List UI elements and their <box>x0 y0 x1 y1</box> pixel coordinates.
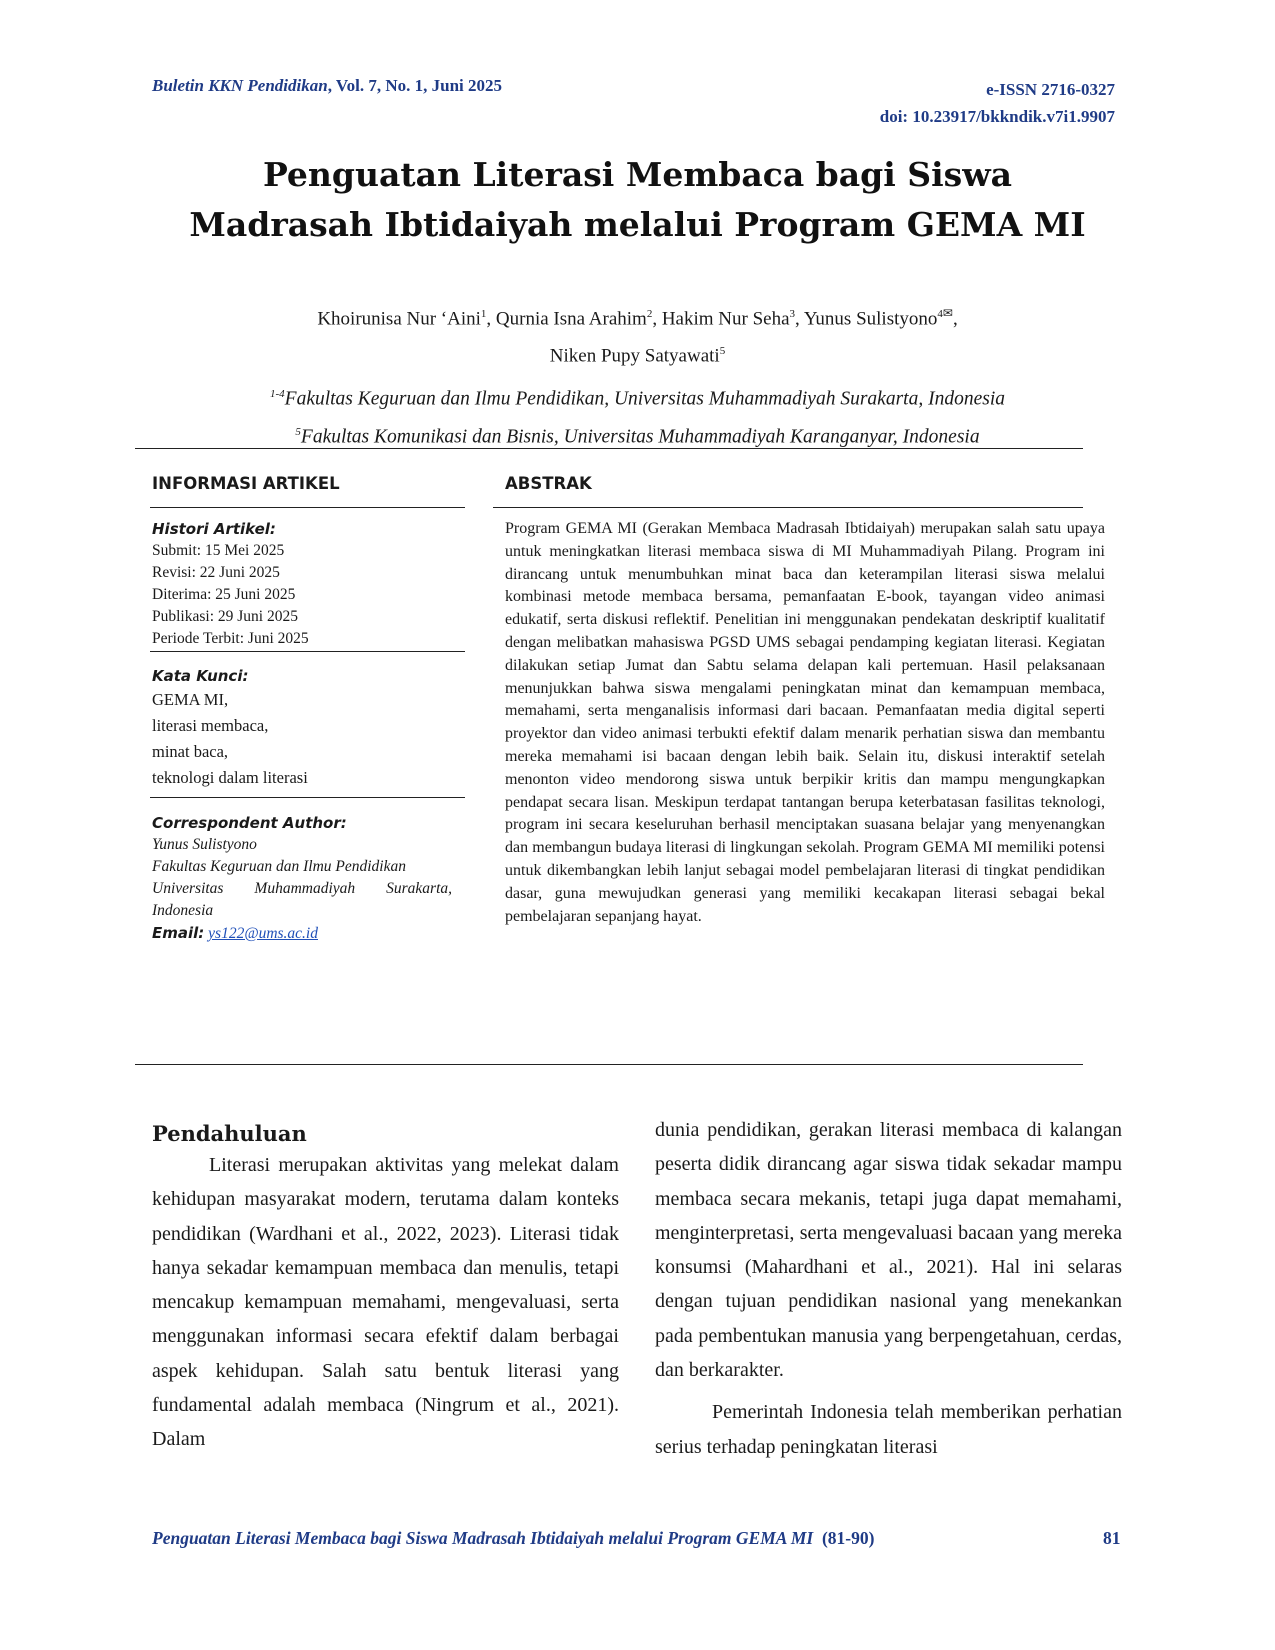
journal-citation <box>152 76 502 96</box>
title-line-2: Madrasah Ibtidaiyah melalui Program GEMA MI <box>189 205 1086 244</box>
info-divider <box>150 651 465 652</box>
footer-title: Penguatan Literasi Membaca bagi Siswa Madrasah Ibtidaiyah melalui Program GEMA MI <box>152 1528 814 1548</box>
email-label: Email: <box>152 924 205 942</box>
paragraph: dunia pendidikan, gerakan literasi membaca di kalangan peserta didik dirancang agar siswa tidak sekadar mampu membaca secara mekanis, tetapi juga dapat memahami, menginterpretasi, serta mengevaluasi bacaan yang mereka konsumsi (Mahardhani et al., 2021). Hal ini selaras dengan tujuan pendidikan nasional yang menekankan pada pembentukan manusia yang berpengetahuan, cerdas, dan berkarakter. <box>655 1119 1122 1382</box>
author-affil-mark: 1 <box>480 308 487 320</box>
history-item: Submit: 15 Mei 2025 <box>152 542 285 559</box>
affiliation-1: Fakultas Keguruan dan Ilmu Pendidikan, Universitas Muhammadiyah Surakarta, Indonesia <box>284 388 1005 410</box>
info-divider <box>150 507 465 508</box>
doi: doi: 10.23917/bkkndik.v7i1.9907 <box>879 107 1115 126</box>
affiliation-2: Fakultas Komunikasi dan Bisnis, Universitas Muhammadiyah Karanganyar, Indonesia <box>300 426 980 447</box>
info-divider <box>150 797 465 798</box>
abstract-divider <box>493 507 1083 508</box>
author-name: Qurnia Isna Arahim <box>495 308 647 330</box>
journal-volume: , Vol. 7, No. 1, Juni 2025 <box>327 76 502 95</box>
article-info-heading: INFORMASI ARTIKEL <box>152 474 340 493</box>
correspondent-affiliation: Fakultas Keguruan dan Ilmu Pendidikan <box>152 858 406 875</box>
paragraph: Pemerintah Indonesia telah memberikan perhatian serius terhadap peningkatan literasi <box>655 1401 1122 1458</box>
email-link[interactable]: ys122@ums.ac.id <box>208 925 318 942</box>
keyword: teknologi dalam literasi <box>152 768 308 787</box>
history-item: Diterima: 25 Juni 2025 <box>152 586 296 603</box>
running-footer <box>152 1528 874 1549</box>
eissn: e-ISSN 2716-0327 <box>986 80 1115 99</box>
keyword: literasi membaca, <box>152 716 269 735</box>
correspondent-affiliation: Indonesia <box>152 902 214 919</box>
correspondent-author <box>152 812 452 945</box>
author-list: Khoirunisa Nur ‘Aini$^1$, Qurnia Isna Arahim$^2$, Hakim Nur Seha$^3$, Yunus Sulistyono$^{4✉}$, Niken Pupy Satyawati$^5$ <box>317 306 958 367</box>
affiliations <box>130 378 1145 453</box>
correspondent-affiliation: Universitas Muhammadiyah Surakarta, <box>152 880 452 897</box>
section-heading: Pendahuluan <box>152 1121 307 1146</box>
author-affil-mark: 3 <box>789 308 796 320</box>
author-affil-mark: 2 <box>646 308 653 320</box>
keywords-label: Kata Kunci: <box>152 667 249 685</box>
keyword: GEMA MI, <box>152 690 229 709</box>
history-item: Revisi: 22 Juni 2025 <box>152 564 280 581</box>
footer-pages: (81-90) <box>821 1528 875 1548</box>
journal-name: Buletin KKN Pendidikan <box>152 76 328 95</box>
abstract-text: Program GEMA MI (Gerakan Membaca Madrasah Ibtidaiyah) merupakan salah satu upaya untuk meningkatkan literasi membaca siswa di MI Muhammadiyah Pilang. Program ini dirancang untuk menumbuhkan minat baca dan keterampilan literasi siswa melalui kombinasi metode membaca bersama, pemanfaatan E-book, tayangan video animasi edukatif, serta diskusi reflektif. Penelitian ini menggunakan pendekatan deskriptif kualitatif dengan melibatkan mahasiswa PGSD UMS sebagai pendamping kegiatan literasi. Kegiatan dilakukan setiap Jumat dan Sabtu selama delapan kali pertemuan. Hasil pelaksanaan menunjukkan bahwa siswa mengalami peningkatan minat dan kemampuan membaca, memahami, serta menganalisis informasi dari bacaan. Pemanfaatan media digital seperti proyektor dan video animasi terbukti efektif dalam menarik perhatian siswa dan membantu mereka memahami isi bacaan dengan lebih baik. Selain itu, diskusi interaktif setelah menonton video mendorong siswa untuk berpikir kritis dan mampu mengungkapkan pendapat secara lisan. Meskipun terdapat tantangan berupa keterbatasan fasilitas teknologi, program ini secara keseluruhan berhasil menciptakan suasana belajar yang menyenangkan dan membangun budaya literasi di lingkungan sekolah. Program GEMA MI memiliki potensi untuk dikembangkan lebih lanjut sebagai model pembelajaran literasi di tingkat pendidikan dasar, guna mewujudkan generasi yang memiliki kecakapan literasi sebagai bekal pembelajaran sepanjang hayat. <box>505 520 1105 925</box>
author-affil-mark: 4 <box>937 308 943 320</box>
body-column-right <box>655 1113 1122 1464</box>
author-name: Yunus Sulistyono <box>803 308 938 330</box>
history-item: Publikasi: 29 Juni 2025 <box>152 608 298 625</box>
history-item: Periode Terbit: Juni 2025 <box>152 630 309 647</box>
author-name: Khoirunisa Nur ‘Aini <box>317 308 481 330</box>
article-history <box>152 518 462 650</box>
affiliation-mark: 5 <box>295 425 301 438</box>
envelope-icon: ✉ <box>942 306 953 320</box>
body-column-left <box>152 1148 619 1457</box>
history-label: Histori Artikel: <box>152 520 276 538</box>
paper-title <box>130 150 1145 250</box>
divider-bottom <box>135 1064 1083 1065</box>
correspondent-name: Yunus Sulistyono <box>152 836 257 853</box>
author-name: Hakim Nur Seha <box>661 308 790 330</box>
keyword: minat baca, <box>152 742 229 761</box>
journal-identifiers <box>880 76 1115 130</box>
author-affil-mark: 5 <box>719 345 726 358</box>
divider-top <box>135 448 1083 449</box>
affiliation-mark: 1-4 <box>269 388 285 400</box>
author-name: Niken Pupy Satyawati <box>549 345 720 367</box>
keywords <box>152 665 462 791</box>
paragraph: Literasi merupakan aktivitas yang melekat dalam kehidupan masyarakat modern, terutama dalam konteks pendidikan (Wardhani et al., 2022, 2023). Literasi tidak hanya sekadar kemampuan membaca dan menulis, tetapi mencakup kemampuan memahami, mengevaluasi, serta menggunakan informasi secara efektif dalam berbagai aspek kehidupan. Salah satu bentuk literasi yang fundamental adalah membaca (Ningrum et al., 2021). Dalam <box>152 1154 619 1451</box>
page-number: 81 <box>1103 1528 1121 1548</box>
title-line-1: Penguatan Literasi Membaca bagi Siswa <box>263 155 1012 194</box>
abstract-heading: ABSTRAK <box>505 474 592 493</box>
correspondent-label: Correspondent Author: <box>152 814 347 832</box>
